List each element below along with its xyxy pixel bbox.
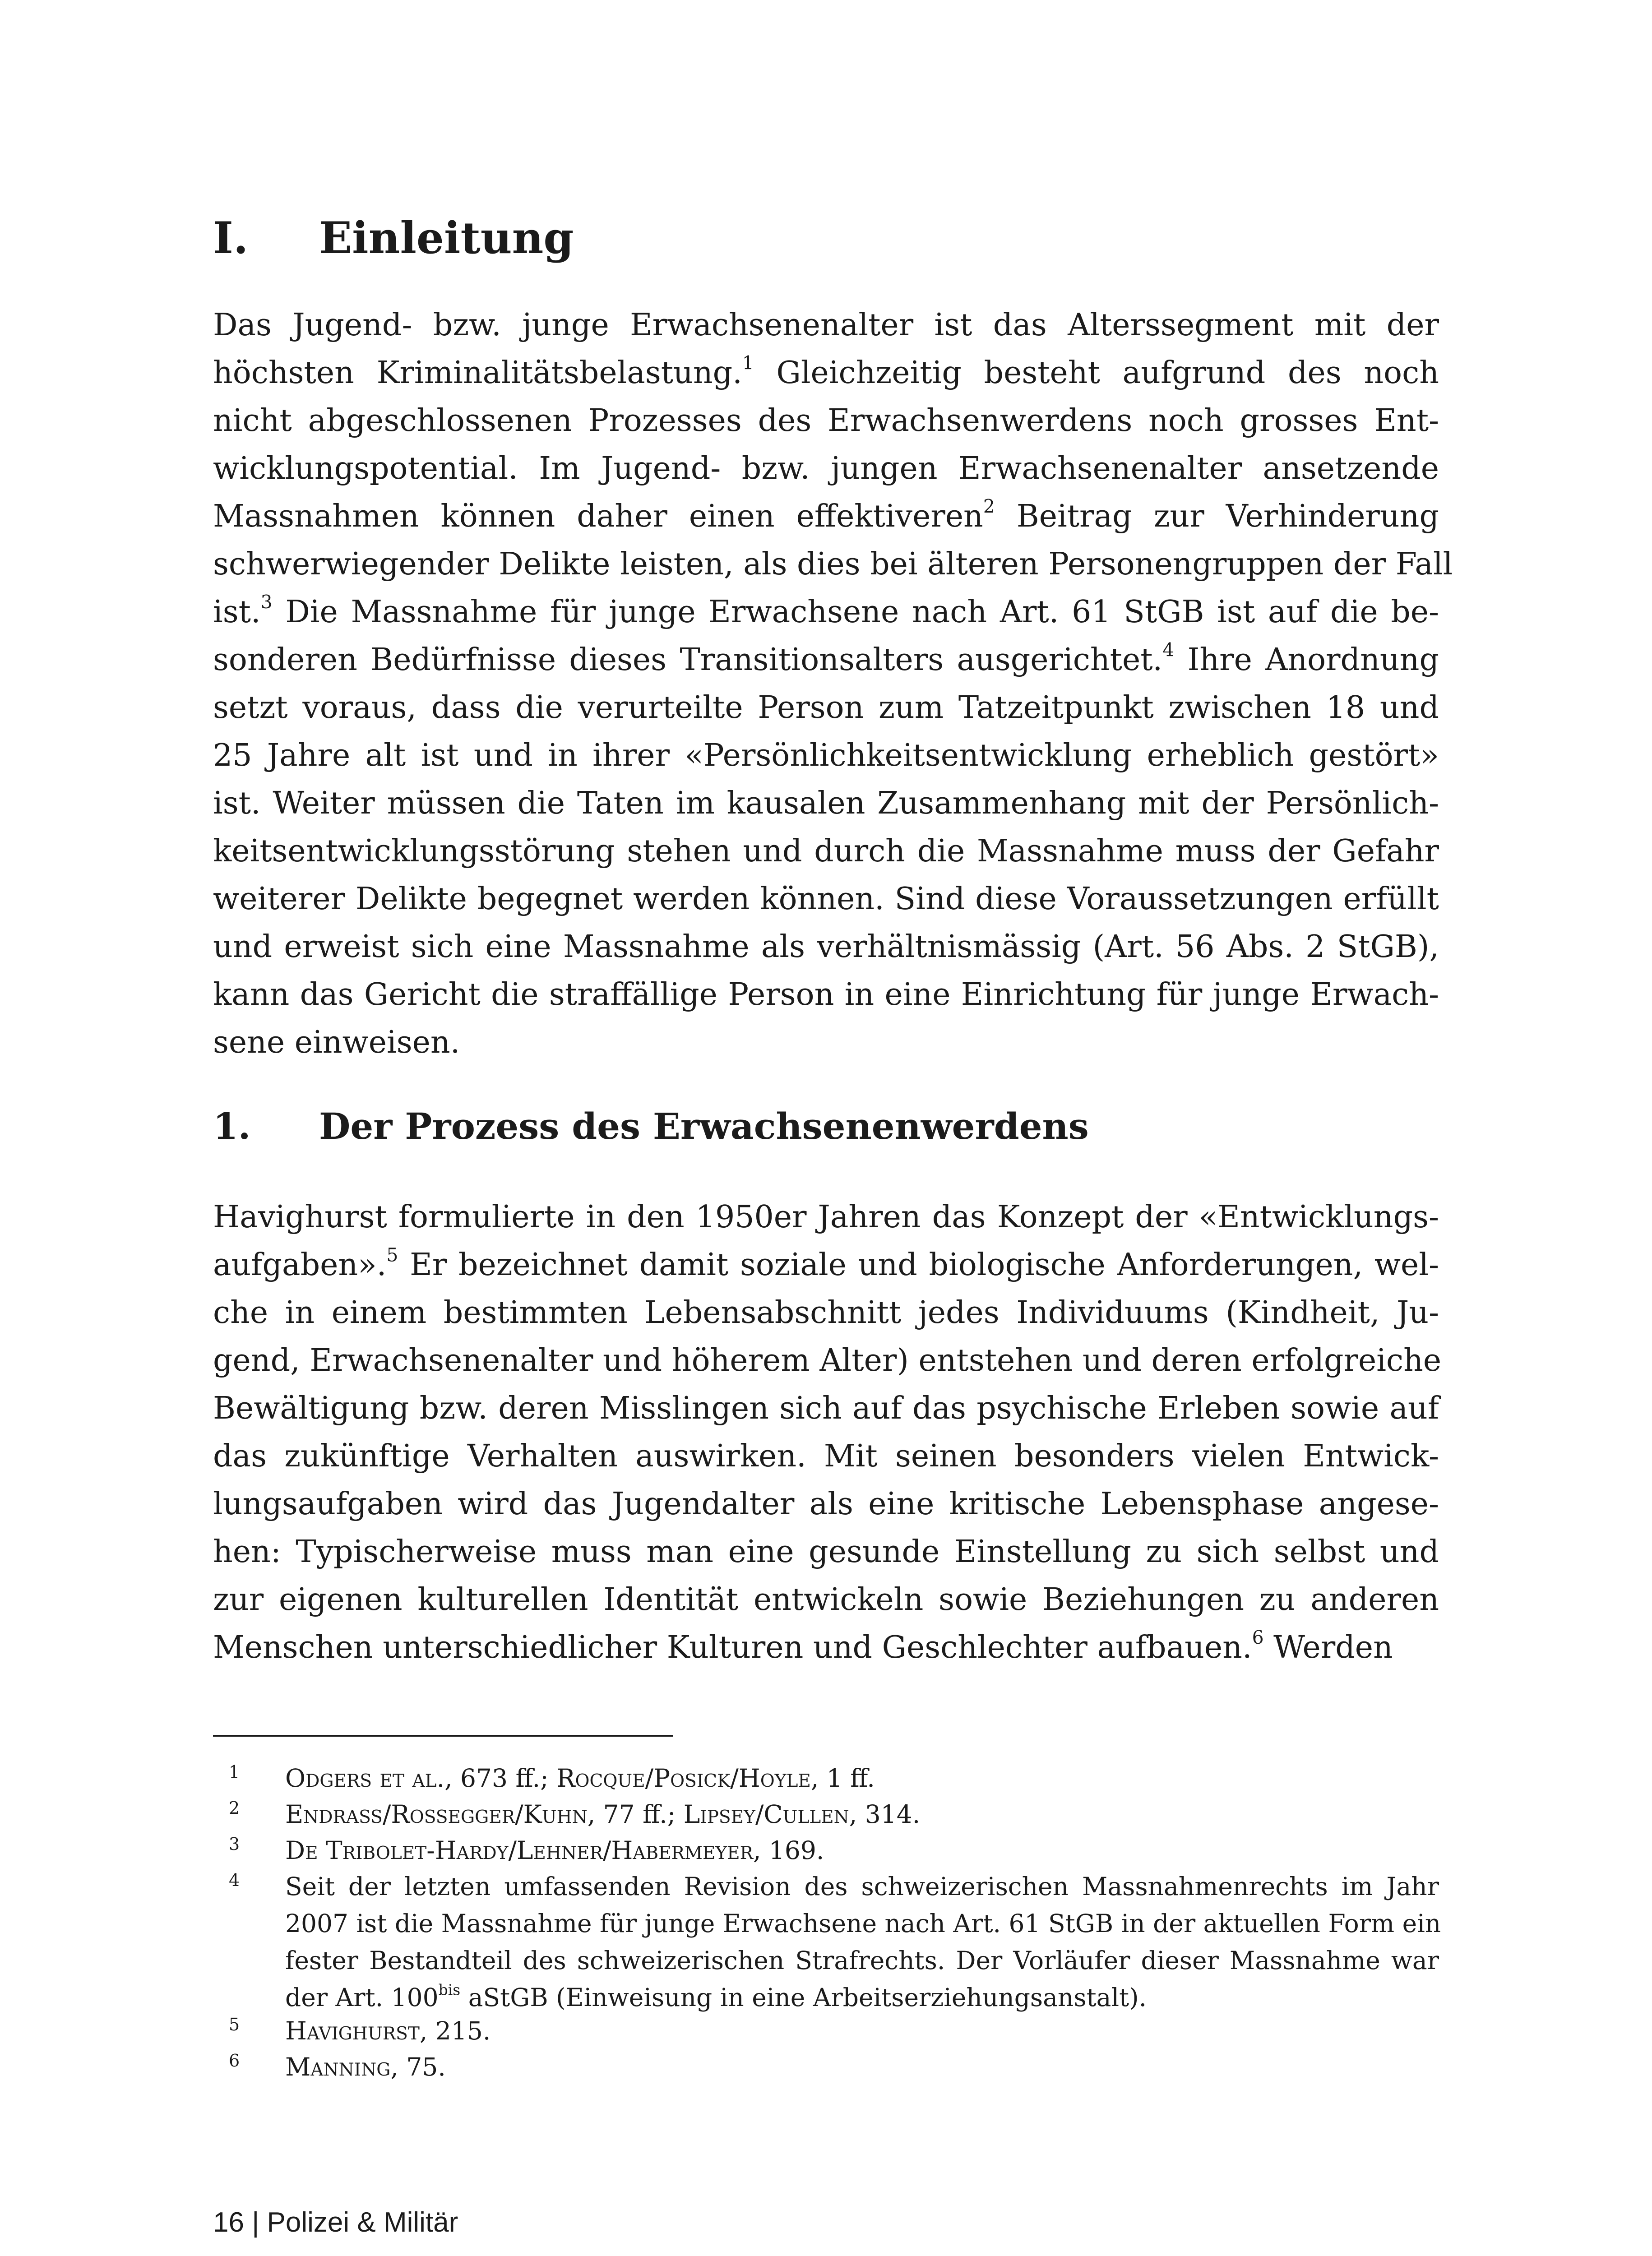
footnote bbox=[213, 2012, 1439, 2049]
footnote bbox=[213, 1796, 1439, 1833]
footnote bbox=[213, 1832, 1439, 1869]
footnote bbox=[213, 1760, 1439, 1797]
text-line: schwerwiegender Delikte leisten, als dies bei älteren Personengruppen der Fall bbox=[213, 546, 1453, 582]
text-line: hen: Typischerweise muss man eine gesunde Einstellung zu sich selbst und bbox=[213, 1534, 1439, 1570]
footnote bbox=[213, 1868, 1439, 2016]
text-line: zur eigenen kulturellen Identität entwickeln sowie Beziehungen zu anderen bbox=[213, 1582, 1439, 1618]
text-line: aufgaben».$^5$ Er bezeichnet damit soziale und biologische Anforderungen, wel- bbox=[213, 1244, 1439, 1283]
section-heading bbox=[213, 212, 574, 264]
footnote-text: Seit der letzten umfassenden Revision des schweizerischen Massnahmenrechts im Jahr 2007 ist die Massnahme für junge Erwachsene nach Art. 61 StGB in der aktuellen Form ein fester Bestandteil des schweizerischen Strafrechts. Der Vorläufer dieser Massnahme war der Art. $100^{bis}$ aStGB (Einweisung in eine Arbeitserziehungsanstalt). bbox=[285, 1872, 1441, 2012]
footnote-ref[interactable]: 1 bbox=[742, 352, 754, 374]
footnote-divider bbox=[213, 1735, 673, 1737]
text-line: gend, Erwachsenenalter und höherem Alter) entstehen und deren erfolgreiche bbox=[213, 1343, 1442, 1378]
text-line: keitsentwicklungsstörung stehen und durch die Massnahme muss der Gefahr bbox=[213, 833, 1439, 869]
footnote-ref[interactable]: 2 bbox=[983, 495, 995, 518]
subsection-paragraph bbox=[213, 1193, 1442, 1672]
footnote-ref[interactable]: 3 bbox=[260, 591, 273, 613]
section-title: Einleitung bbox=[319, 213, 574, 264]
footnote-number: 4 bbox=[229, 1870, 240, 1890]
footnote-ref[interactable]: 5 bbox=[386, 1244, 398, 1266]
footnote-ref[interactable]: 6 bbox=[1252, 1627, 1264, 1649]
text-line: ist. Weiter müssen die Taten im kausalen Zusammenhang mit der Persönlich- bbox=[213, 786, 1439, 821]
intro-paragraph bbox=[213, 301, 1453, 1067]
footnote-number: 2 bbox=[229, 1798, 240, 1818]
footnote-number: 6 bbox=[229, 2051, 240, 2071]
text-line: sonderen Bedürfnisse dieses Transitionsalters ausgerichtet.$^4$ Ihre Anordnung bbox=[213, 639, 1439, 678]
text-line: Havighurst formulierte in den 1950er Jahren das Konzept der «Entwicklungs- bbox=[213, 1199, 1439, 1235]
subsection-title: Der Prozess des Erwachsenenwerdens bbox=[319, 1105, 1089, 1147]
text-line: Menschen unterschiedlicher Kulturen und Geschlechter aufbauen.$^6$ Werden bbox=[213, 1627, 1393, 1665]
text-line: sene einweisen. bbox=[213, 1025, 460, 1060]
text-line: höchsten Kriminalitätsbelastung.$^1$ Gleichzeitig besteht aufgrund des noch bbox=[213, 352, 1439, 391]
footnote-text: Havighurst, 215. bbox=[285, 2016, 491, 2045]
subsection-heading bbox=[213, 1105, 1089, 1148]
section-number: I. bbox=[213, 213, 249, 264]
footnote-number: 5 bbox=[229, 2015, 240, 2034]
text-line: kann das Gericht die straffällige Person in eine Einrichtung für junge Erwach- bbox=[213, 977, 1439, 1012]
footnote bbox=[213, 2048, 1439, 2085]
footnote-ref[interactable]: 4 bbox=[1162, 639, 1175, 661]
text-line: 25 Jahre alt ist und in ihrer «Persönlichkeitsentwicklung erheblich gestört» bbox=[213, 738, 1439, 773]
text-line: Massnahmen können daher einen effektiveren$^2$ Beitrag zur Verhinderung bbox=[213, 495, 1439, 534]
text-line: Bewältigung bzw. deren Misslingen sich auf das psychische Erleben sowie auf bbox=[213, 1391, 1439, 1426]
text-line: che in einem bestimmten Lebensabschnitt jedes Individuums (Kindheit, Ju- bbox=[213, 1295, 1439, 1331]
footnote-number: 1 bbox=[229, 1762, 240, 1782]
text-line: setzt voraus, dass die verurteilte Person zum Tatzeitpunkt zwischen 18 und bbox=[213, 690, 1439, 726]
footnote-text: Manning, 75. bbox=[285, 2053, 446, 2081]
footnote-text: De Tribolet-Hardy/Lehner/Habermeyer, 169. bbox=[285, 1836, 824, 1865]
text-line: das zukünftige Verhalten auswirken. Mit seinen besonders vielen Entwick- bbox=[213, 1438, 1439, 1474]
text-line: und erweist sich eine Massnahme als verhältnismässig (Art. 56 Abs. 2 StGB), bbox=[213, 929, 1439, 965]
footnote-number: 3 bbox=[229, 1834, 240, 1854]
text-line: lungsaufgaben wird das Jugendalter als eine kritische Lebensphase angese- bbox=[213, 1486, 1439, 1522]
text-line: weiterer Delikte begegnet werden können. Sind diese Voraussetzungen erfüllt bbox=[213, 881, 1439, 917]
text-line: wicklungspotential. Im Jugend- bzw. jungen Erwachsenenalter ansetzende bbox=[213, 451, 1439, 486]
footnote-text: Endrass/Rossegger/Kuhn, 77 ff.; Lipsey/Cullen, 314. bbox=[285, 1800, 921, 1829]
text-line: nicht abgeschlossenen Prozesses des Erwachsenwerdens noch grosses Ent- bbox=[213, 403, 1439, 439]
page-footer: 16 | Polizei & Militär bbox=[213, 2207, 458, 2238]
footnote-text: Odgers et al., 673 ff.; Rocque/Posick/Hoyle, 1 ff. bbox=[285, 1764, 875, 1793]
subsection-number: 1. bbox=[213, 1105, 251, 1147]
text-line: ist.$^3$ Die Massnahme für junge Erwachsene nach Art. 61 StGB ist auf die be- bbox=[213, 591, 1439, 630]
text-line: Das Jugend- bzw. junge Erwachsenenalter ist das Alterssegment mit der bbox=[213, 307, 1439, 343]
